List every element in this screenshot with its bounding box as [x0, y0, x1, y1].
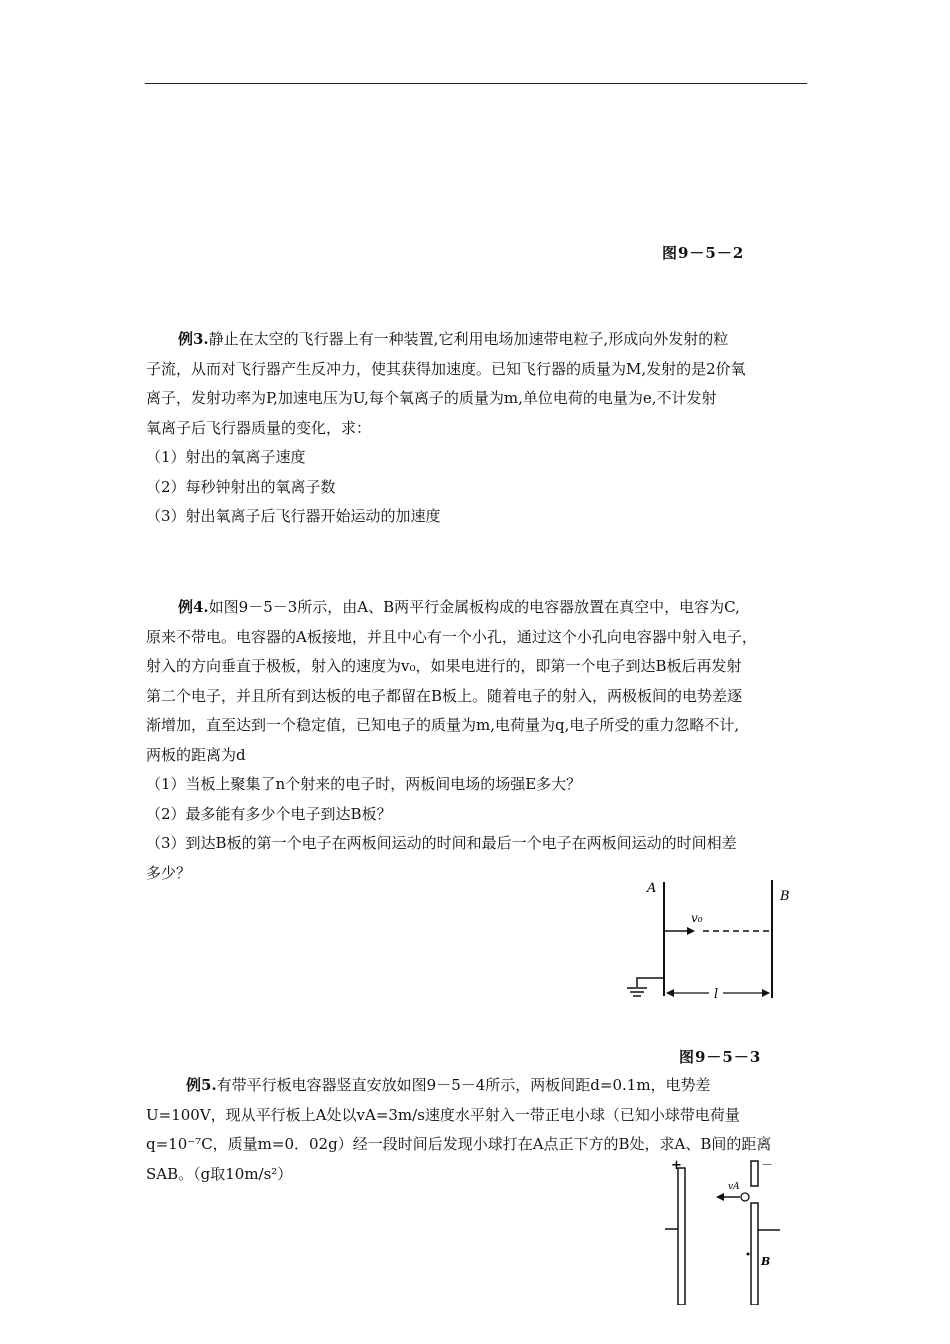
figure-9-5-2-caption: 图9－5－2 — [662, 244, 745, 262]
figure-9-5-3-caption: 图9－5－3 — [679, 1048, 762, 1066]
figure-9-5-4 — [655, 1155, 790, 1305]
example-3-line-2: 子流，从而对飞行器产生反冲力，使其获得加速度。已知飞行器的质量为M,发射的是2价氧 — [146, 359, 746, 378]
figure-9-5-3 — [615, 870, 805, 1010]
fig953-label-a: A — [647, 881, 657, 896]
example-5-line-1: 有带平行板电容器竖直安放如图9－5－4所示，两板间距d=0.1m，电势差 — [216, 1076, 711, 1094]
fig954-right-plate-upper — [751, 1161, 758, 1186]
example-4-line-2: 原来不带电。电容器的A板接地，并且中心有一个小孔，通过这个小孔向电容器中射入电子， — [146, 627, 757, 646]
header-rule — [145, 83, 807, 84]
example-5-label: 例5. — [186, 1076, 217, 1094]
example-4-line-1: 如图9－5－3所示，由A、B两平行金属板构成的电容器放置在真空中，电容为C, — [208, 598, 740, 616]
fig954-right-plate-lower — [751, 1203, 758, 1305]
example-3-question-2: （2）每秒钟射出的氧离子数 — [146, 477, 336, 496]
example-4-line-5: 渐增加，直至达到一个稳定值，已知电子的质量为m,电荷量为q,电子所受的重力忽略不计, — [146, 716, 740, 734]
example-4-line-6: 两板的距离为d — [146, 745, 246, 764]
example-4-question-3-cont: 多少？ — [146, 863, 192, 882]
fig953-ground-wire — [637, 978, 664, 987]
fig954-plus-sign: + — [671, 1158, 682, 1173]
fig954-ball — [741, 1193, 749, 1201]
example-3-label: 例3. — [178, 330, 209, 348]
fig953-label-v0: v₀ — [691, 911, 703, 925]
example-4-question-3: （3）到达B板的第一个电子在两板间运动的时间和最后一个电子在两板间运动的时间相差 — [146, 834, 737, 852]
example-4-line-4: 第二个电子，并且所有到达板的电子都留在B板上。随着电子的射入，两极板间的电势差逐 — [146, 686, 743, 705]
example-3-line-4: 氧离子后飞行器质量的变化，求： — [146, 418, 372, 437]
fig954-velocity-arrowhead — [716, 1193, 724, 1201]
example-4-line-3: 射入的方向垂直于极板，射入的速度为v₀，如果电进行的，即第一个电子到达B板后再发射 — [146, 657, 742, 675]
fig954-label-b: B — [761, 1255, 771, 1268]
example-5-line-4: SAB。（g取10m/s²） — [146, 1164, 293, 1183]
fig953-v0-arrowhead — [687, 927, 695, 935]
fig954-label-va: vA — [728, 1182, 740, 1192]
example-4 — [146, 593, 808, 888]
example-4-question-1: （1）当板上聚集了n个射来的电子时，两板间电场的场强E多大？ — [146, 775, 582, 793]
example-3 — [146, 325, 808, 532]
example-3-question-1: （1）射出的氧离子速度 — [146, 448, 306, 466]
fig954-minus-sign: － — [761, 1158, 774, 1172]
example-4-label: 例4. — [178, 598, 209, 616]
example-3-question-3: （3）射出氧离子后飞行器开始运动的加速度 — [146, 507, 441, 525]
example-3-line-1: 静止在太空的飞行器上有一种装置,它利用电场加速带电粒子,形成向外发射的粒 — [208, 330, 729, 348]
example-3-line-3: 离子，发射功率为P,加速电压为U,每个氧离子的质量为m,单位电荷的电量为e,不计发射 — [146, 389, 717, 407]
example-4-question-2: （2）最多能有多少个电子到达B板？ — [146, 804, 392, 823]
fig953-label-l: l — [714, 987, 719, 1002]
fig953-distance-arrow-right — [762, 989, 770, 997]
example-5-line-2: U=100V，现从平行板上A处以vA=3m/s速度水平射入一带正电小球（已知小球带电荷量 — [146, 1105, 740, 1124]
fig954-point-b — [747, 1253, 750, 1256]
fig953-label-b: B — [780, 889, 790, 904]
example-5-line-3: q=10⁻⁷C，质量m=0．02g）经一段时间后发现小球打在A点正下方的B处，求A、B间的距离 — [146, 1135, 772, 1153]
fig954-left-plate — [678, 1168, 685, 1305]
fig953-distance-arrow-left — [666, 989, 674, 997]
